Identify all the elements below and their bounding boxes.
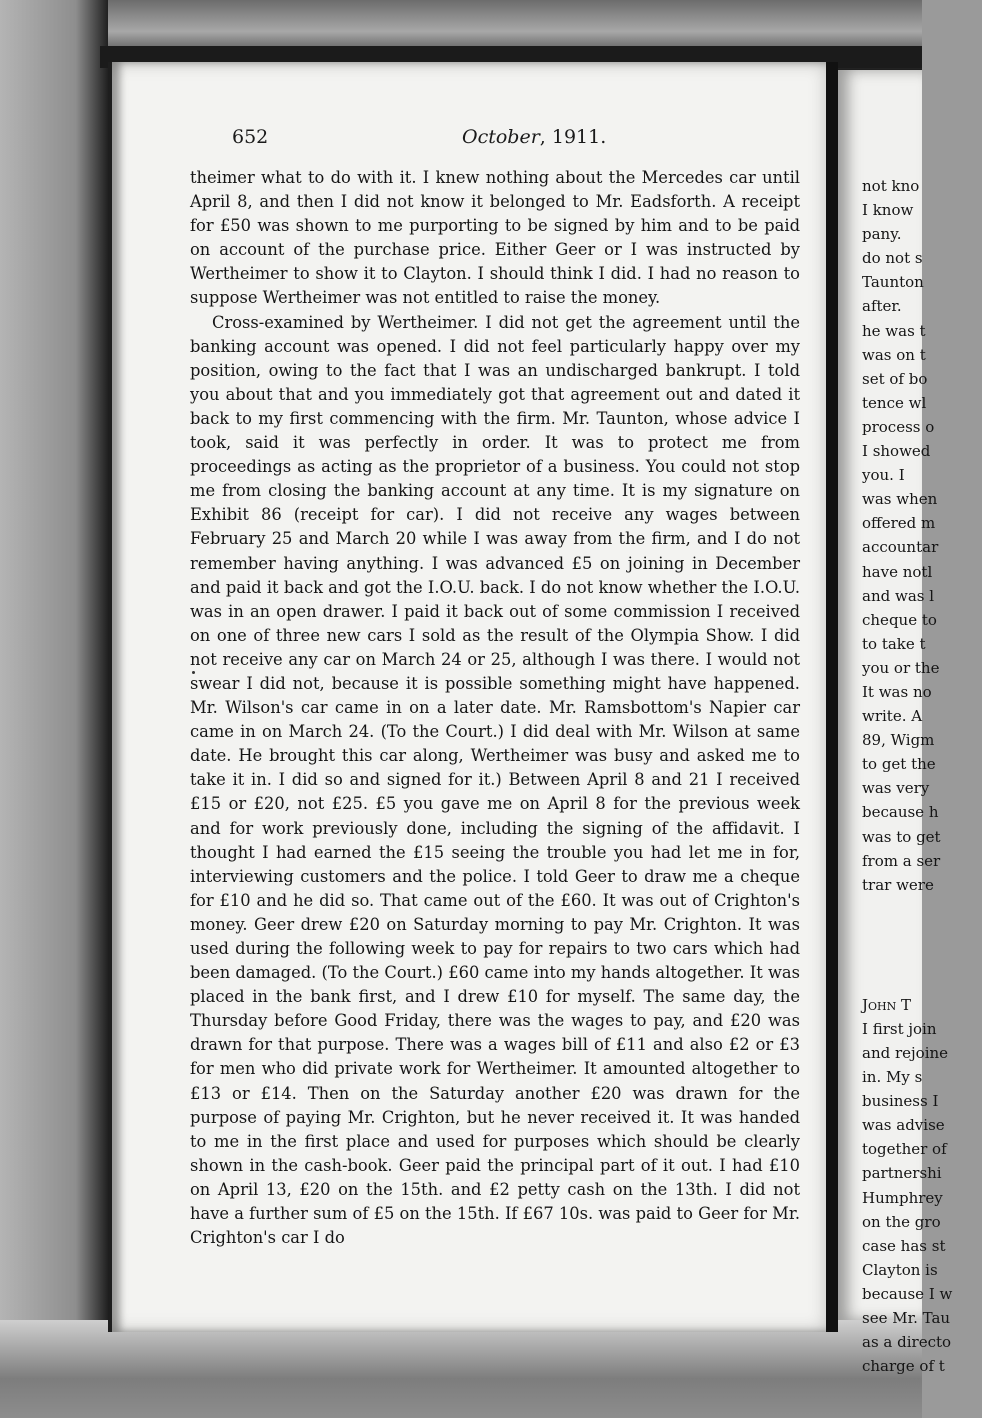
scan-shadow-left — [0, 0, 108, 1418]
facing-page-line: I showed — [862, 442, 931, 461]
facing-page-line: process o — [862, 417, 935, 436]
margin-mark — [192, 671, 195, 674]
facing-page-line: tence wl — [862, 393, 927, 412]
facing-page-line: have notl — [862, 562, 933, 581]
facing-page-line: in. My s — [862, 1068, 923, 1087]
facing-page-line: 89, Wigm — [862, 731, 935, 750]
body-paragraph: Cross-examined by Wertheimer. I did not get the agreement until the banking account was opened. I did not feel particularly happy over my position, owing to the fact that I was an undischarged bankrupt. I told you about that and you immediately got that agreement out and dated it back to my first commencing with the firm. Mr. Taunton, whose advice I took, said it was perfectly in order. It was to protect me from proceedings as acting as the proprietor of a business. You could not stop me from closing the banking account at any time. It is my signature on Exhibit 86 (receipt for car). I did not receive any wages between February 25 and March 20 while I was away from the firm, and I do not remember having anything. I was advanced £5 on joining in December and paid it back and got the I.O.U. back. I do not know whether the I.O.U. was in an open drawer. I paid it back out of some commission I received on one of three new cars I sold as the result of the Olympia Show. I did not receive any car on March 24 or 25, although I was there. I would not swear I did not, because it is possible something might have happened. Mr. Wilson's car came in on a later date. Mr. Ramsbottom's Napier car came in on March 24. (To the Court.) I did deal with Mr. Wilson at same date. He brought this car along, Wertheimer was busy and asked me to take it in. I did so and signed for it.) Between April 8 and 21 I received £15 or £20, not £25. £5 you gave me on April 8 for the previous week and for work previously done, including the signing of the affidavit. I thought I had earned the £15 seeing the trouble you had let me in for, interviewing customers and the police. I told Geer to draw me a cheque for £10 and he did so. That came out of the £60. It was out of Crighton's money. Geer drew £20 on Saturday morning to pay Mr. Crighton. It was used during the following week to pay for repairs to two cars which had been damaged. (To the Court.) £60 came into my hands altogether. It was placed in the bank first, and I drew £10 for myself. The same day, the Thursday before Good Friday, there was the wages to pay, and £20 was drawn for that purpose. There was a wages bill of £11 and also £2 or £3 for men who did private work for Wertheimer. It amounted altogether to £13 or £14. Then on the Saturday another £20 was drawn for the purpose of paying Mr. Crighton, but he never received it. It was handed to me in the first place and used for purposes which should be clearly shown in the cash-book. Geer paid the principal part of it out. I had £10 on April 13, £20 on the 15th. and £2 petty cash on the 13th. I did not have a further sum of £5 on the 15th. If £67 10s. was paid to Geer for Mr. Crighton's car I do — [190, 312, 800, 1248]
facing-page-line: was advise — [862, 1116, 945, 1135]
facing-page-line: he was t — [862, 321, 926, 340]
facing-page-line: as a directo — [862, 1333, 952, 1352]
running-head-month: October — [462, 126, 540, 148]
facing-page-line: charge of t — [862, 1357, 945, 1376]
facing-page-line: from a ser — [862, 851, 941, 870]
facing-page-line: because h — [862, 803, 939, 822]
facing-page-line: offered m — [862, 514, 936, 533]
facing-page-line: Taunton — [862, 273, 924, 292]
facing-page-line: was to get — [862, 827, 941, 846]
body-paragraph: theimer what to do with it. I knew nothing about the Mercedes car until April 8, and then I did not know it belonged to Mr. Eadsforth. A receipt for £50 was shown to me purporting to be signed by him and to be paid on account of the purchase price. Either Geer or I was instructed by Wertheimer to show it to Clayton. I should think I did. I had no reason to suppose Wertheimer was not entitled to raise the money. — [190, 168, 800, 308]
facing-page-line: write. A — [862, 707, 923, 726]
facing-page-line: was on t — [862, 345, 926, 364]
facing-page-line: case has st — [862, 1236, 946, 1255]
facing-page-line: and was l — [862, 586, 935, 605]
running-head — [462, 126, 606, 148]
facing-page-line: accountar — [862, 538, 939, 557]
page-gutter — [826, 62, 838, 1332]
facing-page-line: on the gro — [862, 1212, 941, 1231]
facing-page-line: was very — [862, 779, 930, 798]
facing-page-line: to get the — [862, 755, 936, 774]
facing-page-line: trar were — [862, 875, 934, 894]
facing-page-line: It was no — [862, 682, 932, 701]
facing-page-line: pany. — [862, 225, 902, 244]
facing-page-line: you or the — [862, 658, 940, 677]
facing-page-line: cheque to — [862, 610, 937, 629]
facing-page-text — [862, 174, 982, 1378]
facing-page-line: was when — [862, 490, 938, 509]
facing-page-line: because I w — [862, 1284, 953, 1303]
facing-page-line: I first join — [862, 1019, 937, 1038]
facing-page-gap — [862, 897, 982, 993]
facing-page-line: I know — [862, 201, 914, 220]
facing-page-line: and rejoine — [862, 1044, 949, 1062]
facing-page-line: partnershi — [862, 1164, 942, 1183]
page-number: 652 — [232, 126, 269, 148]
facing-page-witness-heading: John T — [862, 995, 912, 1014]
running-head-year: , 1911. — [539, 126, 607, 148]
facing-page-line: to take t — [862, 634, 926, 653]
facing-page-line: Humphrey — [862, 1188, 943, 1207]
facing-page-line: you. I — [862, 466, 905, 485]
facing-page-line: do not s — [862, 249, 923, 268]
facing-page-line: together of — [862, 1140, 947, 1159]
facing-page-line: business I — [862, 1092, 939, 1111]
facing-page-line: not kno — [862, 177, 920, 195]
scan-shadow-bottom — [0, 1320, 922, 1418]
facing-page-line: see Mr. Tau — [862, 1309, 951, 1328]
facing-page-line: after. — [862, 297, 902, 316]
facing-page-line: set of bo — [862, 369, 928, 388]
facing-page-line: Clayton is — [862, 1260, 938, 1279]
body-text — [190, 166, 800, 1250]
